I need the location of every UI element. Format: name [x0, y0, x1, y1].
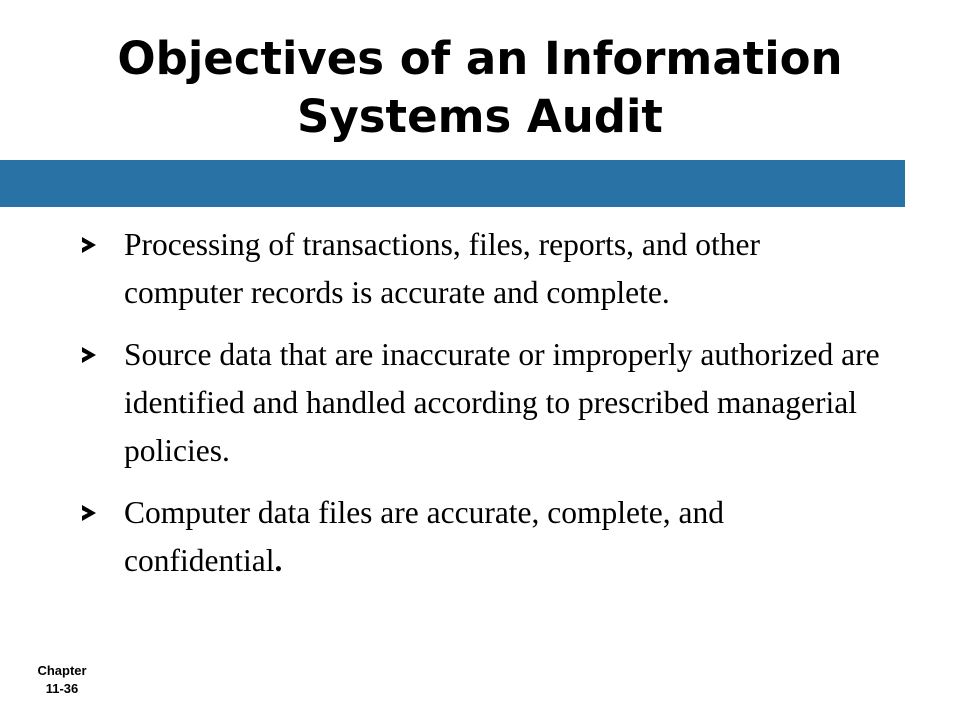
slide-number: 11-36: [45, 681, 79, 696]
chapter-label: Chapter: [37, 663, 87, 678]
title-band: [0, 160, 905, 207]
slide-title-line-1: Objectives of an Information: [117, 32, 843, 85]
slide-footer: [22, 662, 102, 698]
arrowhead-bullet-icon: [82, 237, 96, 253]
bullet-text: Processing of transactions, files, reports, and other computer records is accurate and complete.: [124, 227, 760, 310]
bullet-item: [82, 489, 882, 585]
bullet-list: [82, 221, 882, 599]
bullet-bold-period: .: [274, 543, 283, 578]
bullet-item: [82, 331, 882, 475]
arrowhead-bullet-icon: [82, 347, 96, 363]
bullet-item: [82, 221, 882, 317]
slide-title-line-2: Systems Audit: [297, 90, 663, 143]
slide-title: [0, 30, 960, 146]
bullet-text: Computer data files are accurate, complete, and confidential: [124, 495, 724, 578]
bullet-text: Source data that are inaccurate or improperly authorized are identified and handled according to prescribed managerial policies.: [124, 337, 880, 468]
arrowhead-bullet-icon: [82, 505, 96, 521]
